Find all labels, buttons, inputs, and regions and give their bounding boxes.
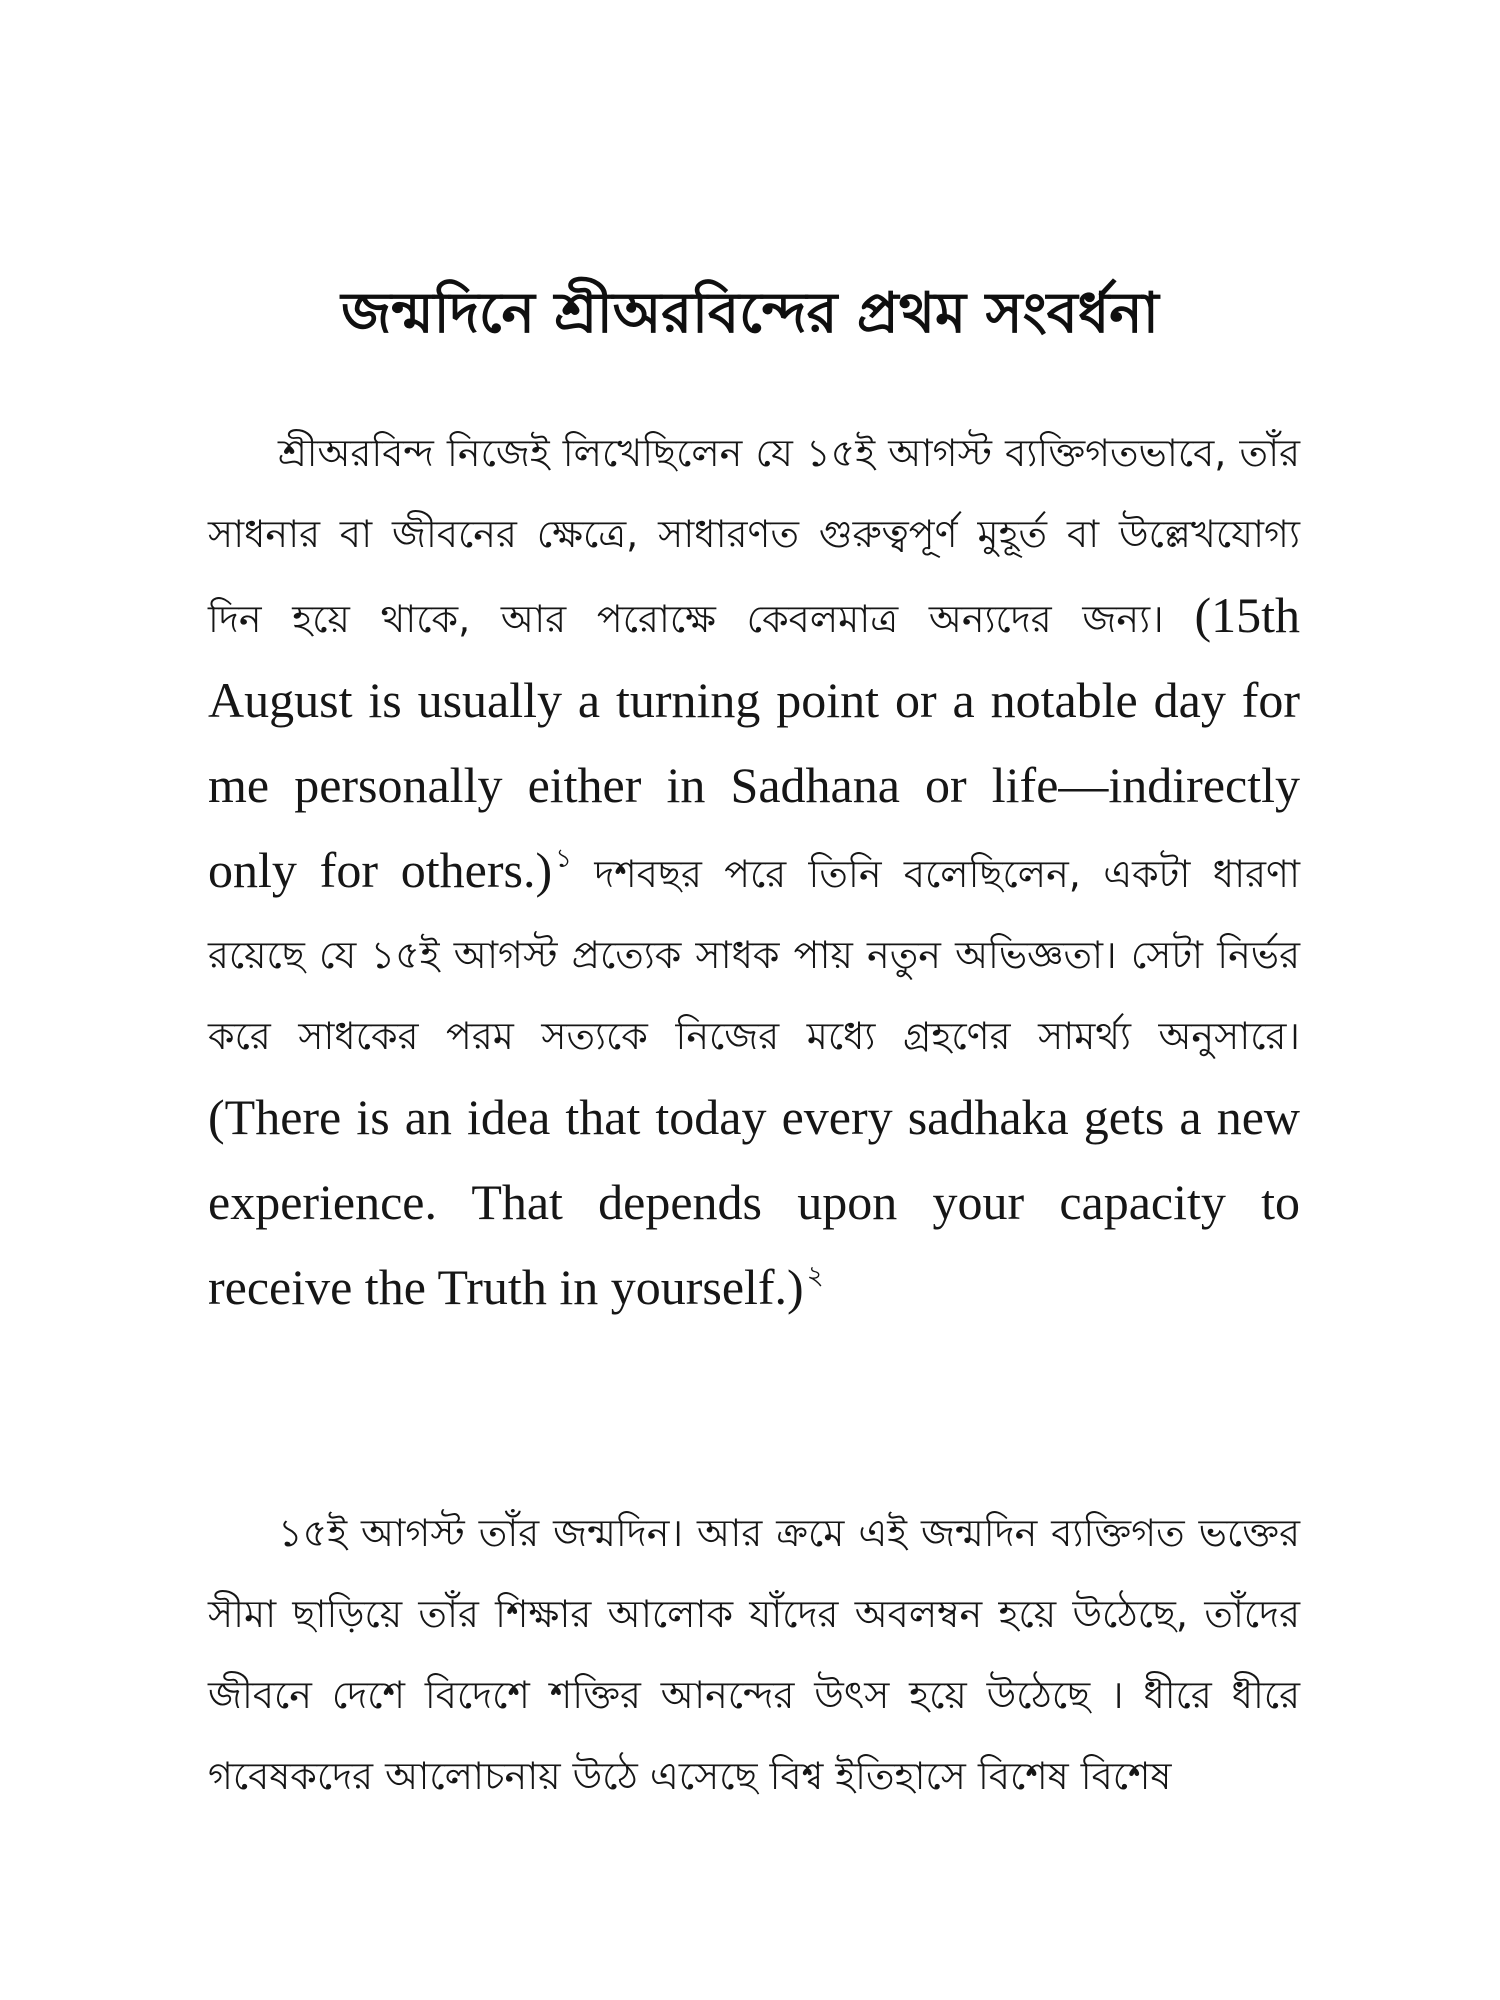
paragraph-1-english-quote-2: (There is an idea that today every sadhaka gets a new experience. That depends upon your capacity to receive the Truth in yourself.) <box>208 1089 1300 1315</box>
page-title: জন্মদিনে শ্রীঅরবিন্দের প্রথম সংবর্ধনা <box>341 280 1159 346</box>
paragraph-2 <box>208 1493 1300 1903</box>
paragraph-1-bengali-part-2: দশবছর পরে তিনি বলেছিলেন, একটা ধারণা রয়েছে যে ১৫ই আগস্ট প্রত্যেক সাধক পায় নতুন অভিজ্ঞতা। সেটা নির্ভর করে সাধকের পরম সত্যকে নিজের মধ্যে গ্রহণের সামর্থ্য অনুসারে। <box>208 852 1300 1058</box>
paragraph-1-english-quote-1: (15th August is usually a turning point or a notable day for me personally either in Sadhana or life—indirectly only for others.) <box>208 587 1300 898</box>
footnote-marker-1: ১ <box>555 844 572 874</box>
footnote-marker-2: ২ <box>806 1261 824 1291</box>
paragraph-1-bengali-part-1: শ্রীঅরবিন্দ নিজেই লিখেছিলেন যে ১৫ই আগস্ট ব্যক্তিগতভাবে, তাঁর সাধনার বা জীবনের ক্ষেত্রে, সাধারণত গুরুত্বপূর্ণ মুহূর্ত বা উল্লেখযোগ্য দিন হয়ে থাকে, আর পরোক্ষে কেবলমাত্র অন্যদের জন্য। <box>208 431 1300 641</box>
paragraph-2-text: ১৫ই আগস্ট তাঁর জন্মদিন। আর ক্রমে এই জন্মদিন ব্যক্তিগত ভক্তের সীমা ছাড়িয়ে তাঁর শিক্ষার আলোক যাঁদের অবলম্বন হয়ে উঠেছে, তাঁদের জীবনে দেশে বিদেশে শক্তির আনন্দের উৎস হয়ে উঠেছে । ধীরে ধীরে গবেষকদের আলোচনায় উঠে এসেছে বিশ্ব ইতিহাসে বিশেষ বিশেষ <box>208 1511 1300 1798</box>
paragraph-1 <box>208 413 1300 1458</box>
